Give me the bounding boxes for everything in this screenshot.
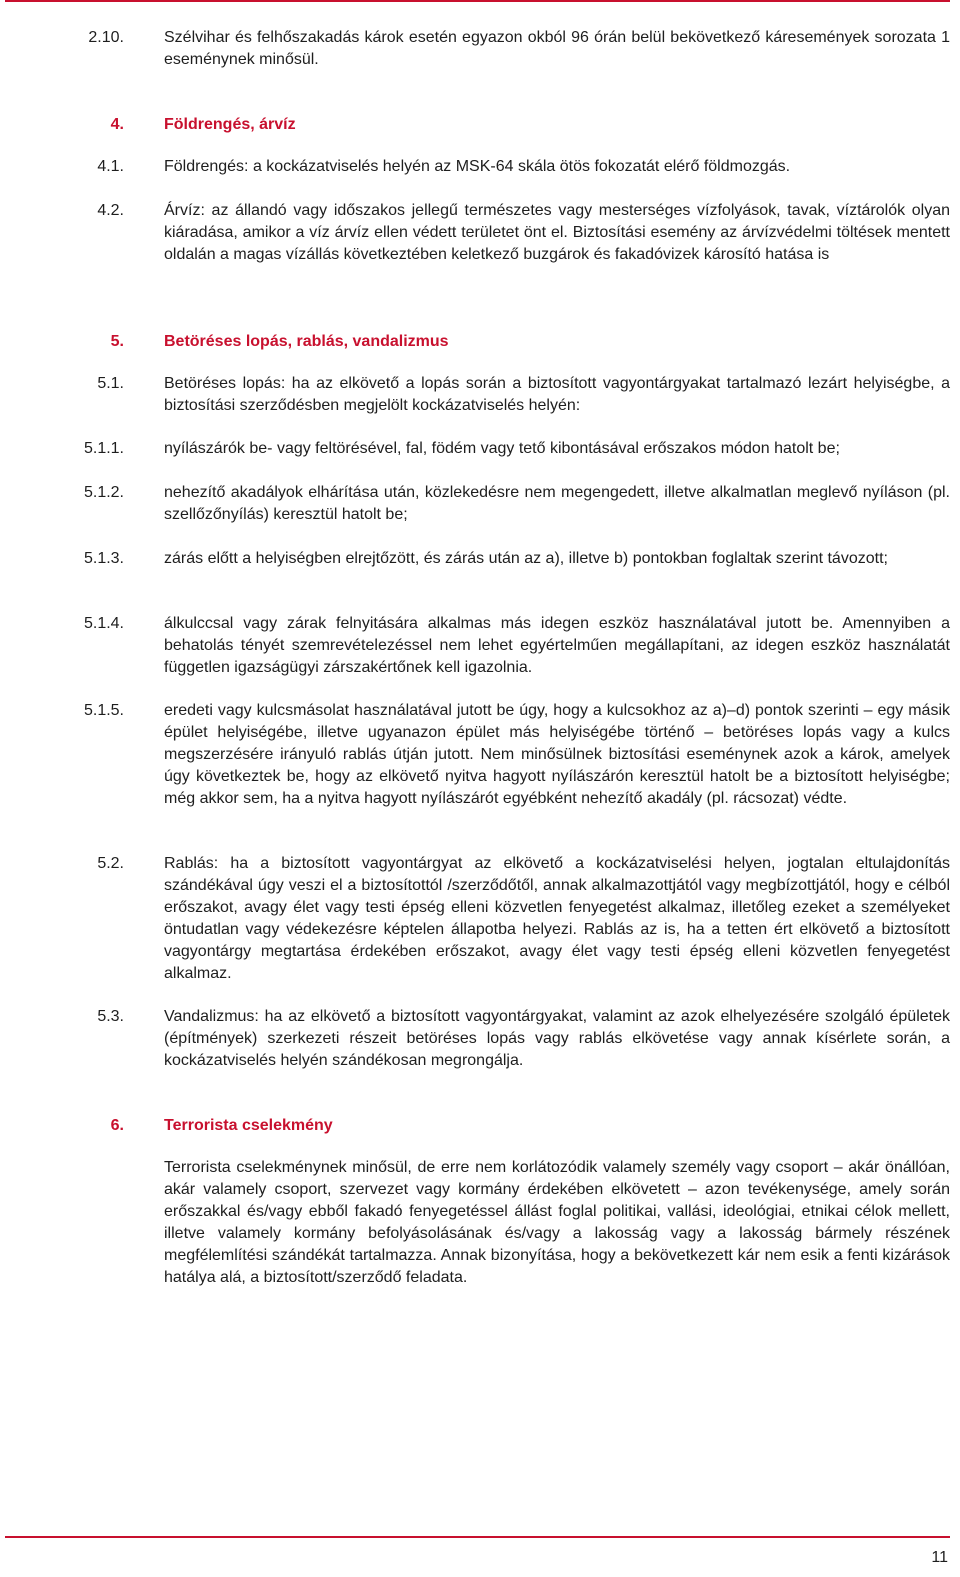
clause-number: 5.1. xyxy=(97,375,124,392)
clause-text: Szélvihar és felhőszakadás károk esetén egyazon okból 96 órán belül bekövetkező káresemények sorozata 1 eseménynek minősül. xyxy=(164,29,950,68)
clause-text: Rablás: ha a biztosított vagyontárgyat az elkövető a kockázatviselési helyen, jogtalan eltulajdonítás szándékával úgy veszi el a biztosítottól /szerződőtől, annak alkalmazottjától vagy megbízottjától, hogy e célból erőszakot, avagy élet vagy testi épség elleni közvetlen fenyegetést alkalmaz, illetőleg ezeket a személyeket öntudatlan vagy védekezésre képtelen állapotba helyezi. Rablás az is, ha a tetten ért elkövető a biztosított vagyontárgy megtartása érdekében erőszakot, avagy élet vagy testi épség elleni közvetlen fenyegetést alkalmaz. xyxy=(164,855,950,982)
clause-number: 5.1.2. xyxy=(83,484,124,501)
top-rule xyxy=(5,0,950,2)
clause-text: Betöréses lopás: ha az elkövető a lopás során a biztosított vagyontárgyakat tartalmazó lezárt helyiségbe, a biztosítási szerződésben megjelölt kockázatviselés helyén: xyxy=(164,375,950,414)
section-number: 5. xyxy=(110,333,124,350)
clause-number: 5.1.1. xyxy=(83,440,124,457)
clause-text: Földrengés: a kockázatviselés helyén az MSK-64 skála ötös fokozatát elérő földmozgás. xyxy=(164,158,791,175)
clause-number: 5.1.3. xyxy=(83,550,124,567)
bottom-rule xyxy=(5,1536,950,1538)
page-number: 11 xyxy=(931,1549,948,1566)
clause-text: eredeti vagy kulcsmásolat használatával jutott be úgy, hogy a kulcsokhoz az a)–d) pontok szerinti – egy másik épület helyiségébe, illetve ugyanazon épület más helyiségébe történő – betöréses lopás vagy a kulcs megszerzésére irányuló rablás útján jutott. Nem minősülnek biztosítási eseménynek azok a károk, amelyek úgy következtek be, hogy az elkövető nyitva hagyott nyílászárón keresztül hatolt be a biztosított helyiségbe; még akkor sem, ha a nyitva hagyott nyílászárót egyébként nehezítő akadály (pl. rácsozat) védte. xyxy=(164,702,950,807)
clause-number: 2.10. xyxy=(88,29,124,46)
clause-number: 5.1.5. xyxy=(83,702,124,719)
section-number: 4. xyxy=(110,116,124,133)
clause-number: 5.2. xyxy=(97,855,124,872)
clause-text: Árvíz: az állandó vagy időszakos jellegű természetes vagy mesterséges vízfolyások, tavak, víztárolók olyan kiáradása, amikor a víz árvíz ellen védett területet önt el. Biztosítási esemény az árvízvédelmi töltések mentett oldalán a magas vízállás következtében keletkező buzgárok és fakadóvizek károsító hatása is xyxy=(164,202,950,263)
clause-number: 4.2. xyxy=(97,202,124,219)
clause-text: nyílászárók be- vagy feltörésével, fal, födém vagy tető kibontásával erőszakos módon hatolt be; xyxy=(164,440,840,457)
section-title: Terrorista cselekmény xyxy=(164,1117,333,1134)
clause-text: nehezítő akadályok elhárítása után, közlekedésre nem megengedett, illetve alkalmatlan meglevő nyíláson (pl. szellőzőnyílás) keresztül hatolt be; xyxy=(164,484,950,523)
clause-text: álkulccsal vagy zárak felnyitására alkalmas más idegen eszköz használatával jutott be. Amennyiben a behatolás tényét szemrevételezéssel nem lehet egyértelműen megállapítani, az idegen eszköz használatát független igazságügyi zárszakértőnek kell igazolnia. xyxy=(164,615,950,676)
clause-text: zárás előtt a helyiségben elrejtőzött, és zárás után az a), illetve b) pontokban foglaltak szerint távozott; xyxy=(164,550,888,567)
clause-number: 5.3. xyxy=(97,1008,124,1025)
section-number: 6. xyxy=(110,1117,124,1134)
clause-text: Vandalizmus: ha az elkövető a biztosított vagyontárgyakat, valamint az azok elhelyezésére szolgáló épületek (építmények) szerkezeti részeit betöréses lopás vagy rablás elkövetése vagy annak kísérlete során, a kockázatviselés helyén szándékosan megrongálja. xyxy=(164,1008,950,1069)
section-title: Betöréses lopás, rablás, vandalizmus xyxy=(164,333,449,350)
clause-number: 4.1. xyxy=(97,158,124,175)
paragraph-text: Terrorista cselekménynek minősül, de erre nem korlátozódik valamely személy vagy csoport – akár önállóan, akár valamely csoport, szervezet vagy kormány érdekében elkövetett – azon tevékenysége, amely során erőszakkal és/vagy ebből fakadó fenyegetéssel állást foglal politikai, vallási, ideológiai, etnikai célok mellett, illetve valamely kormány befolyásolásának és/vagy a lakosság vagy a lakosság bármely részének megfélemlítési szándékát tartalmazza. Annak bizonyítása, hogy a bekövetkezett kár nem esik a fenti kizárások hatálya alá, a biztosított/szerződő feladata. xyxy=(164,1159,950,1286)
section-title: Földrengés, árvíz xyxy=(164,116,296,133)
clause-number: 5.1.4. xyxy=(83,615,124,632)
